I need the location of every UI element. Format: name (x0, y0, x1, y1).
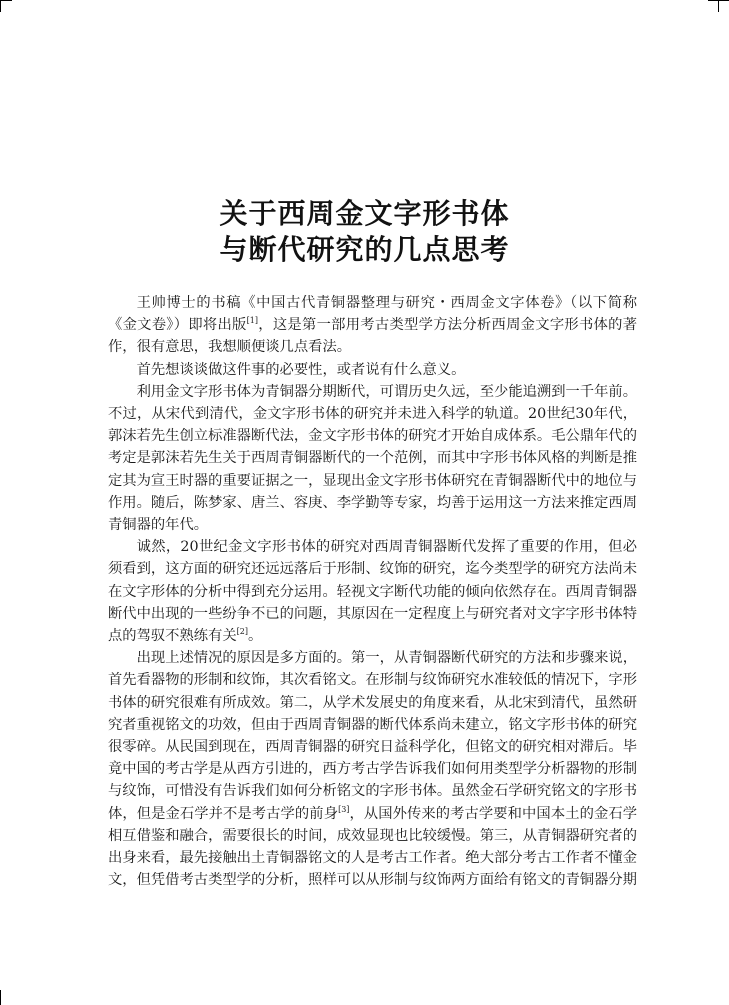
paragraph-1-text: 王帅博士的书稿《中国古代青铜器整理与研究・西周金文字体卷》（以下简称《金文卷》）即将出版 (108, 295, 637, 334)
crop-mark-top-right-v (718, 0, 719, 12)
paragraph-5-tail: ，从国外传来的考古学要和中国本土的金石学相互借鉴和融合，需要很长的时间，成效显现也比较缓慢。第三，从青铜器研究者的出身来看，最先接触出土青铜器铭文的人是考古工作者。绝大部分考古工作者不懂金文，但凭借考古类型学的分析，照样可以从形制与纹饰两方面给有铭文的青铜器分期 (108, 805, 638, 889)
article-body (108, 292, 637, 891)
paragraph-2-text: 首先想谈谈做这件事的必要性，或者说有什么意义。 (136, 361, 466, 378)
crop-mark-bottom-left-v (0, 990, 1, 1005)
crop-mark-top-left-v (0, 0, 1, 12)
title-line-2: 与断代研究的几点思考 (219, 233, 510, 266)
paragraph-3 (108, 381, 637, 536)
paragraph-3-text: 利用金文字形书体为青铜器分期断代，可谓历史久远，至少能追溯到一千年前。不过，从宋代到清代，金文字形书体的研究并未进入科学的轨道。20世纪30年代，郭沫若先生创立标准器断代法，金文字形书体的研究才开始自成体系。毛公鼎年代的考定是郭沫若先生关于西周青铜器断代的一个范例，而其中字形书体风格的判断是推定其为宣王时器的重要证据之一，显现出金文字形书体研究在青铜器断代中的地位与作用。随后，陈梦家、唐兰、容庚、李学勤等专家，均善于运用这一方法来推定西周青铜器的年代。 (108, 383, 637, 534)
paragraph-5-text: 出现上述情况的原因是多方面的。第一，从青铜器断代研究的方法和步骤来说，首先看器物的形制和纹饰，其次看铭文。在形制与纹饰研究水准较低的情况下，字形书体的研究很难有所成效。第二，从学术发展史的角度来看，从北宋到清代，虽然研究者重视铭文的功效，但由于西周青铜器的断代体系尚未建立，铭文字形书体的研究很零碎。从民国到现在，西周青铜器的研究日益科学化，但铭文的研究相对滞后。毕竟中国的考古学是从西方引进的，西方考古学告诉我们如何用类型学分析器物的形制与纹饰，可惜没有告诉我们如何分析铭文的字形书体。虽然金石学研究铭文的字形书体，但是金石学并不是考古学的前身 (108, 650, 637, 822)
paragraph-1-tail: ，这是第一部用考古类型学方法分析西周金文字形书体的著作，很有意思，我想顺便谈几点看法。 (108, 317, 638, 356)
paragraph-4 (108, 536, 637, 647)
crop-mark-top-left-h (0, 0, 12, 1)
paragraph-1 (108, 292, 637, 359)
paragraph-4-text: 诚然，20世纪金文字形书体的研究对西周青铜器断代发挥了重要的作用，但必须看到，这方面的研究还远远落后于形制、纹饰的研究，迄今类型学的研究方法尚未在文字形体的分析中得到充分运用。轻视文字断代功能的倾向依然存在。西周青铜器断代中出现的一些纷争不已的问题，其原因在一定程度上与研究者对文字字形书体特点的驾驭不熟练有关 (108, 539, 637, 645)
footnote-ref-3: [3] (338, 804, 350, 814)
footnote-ref-1: [1] (246, 316, 258, 326)
title-line-1: 关于西周金文字形书体 (219, 197, 510, 230)
paragraph-5 (108, 647, 637, 891)
paragraph-4-tail: 。 (248, 628, 263, 645)
article-title (0, 196, 729, 268)
paragraph-2 (108, 359, 637, 381)
footnote-ref-2: [2] (236, 627, 249, 637)
